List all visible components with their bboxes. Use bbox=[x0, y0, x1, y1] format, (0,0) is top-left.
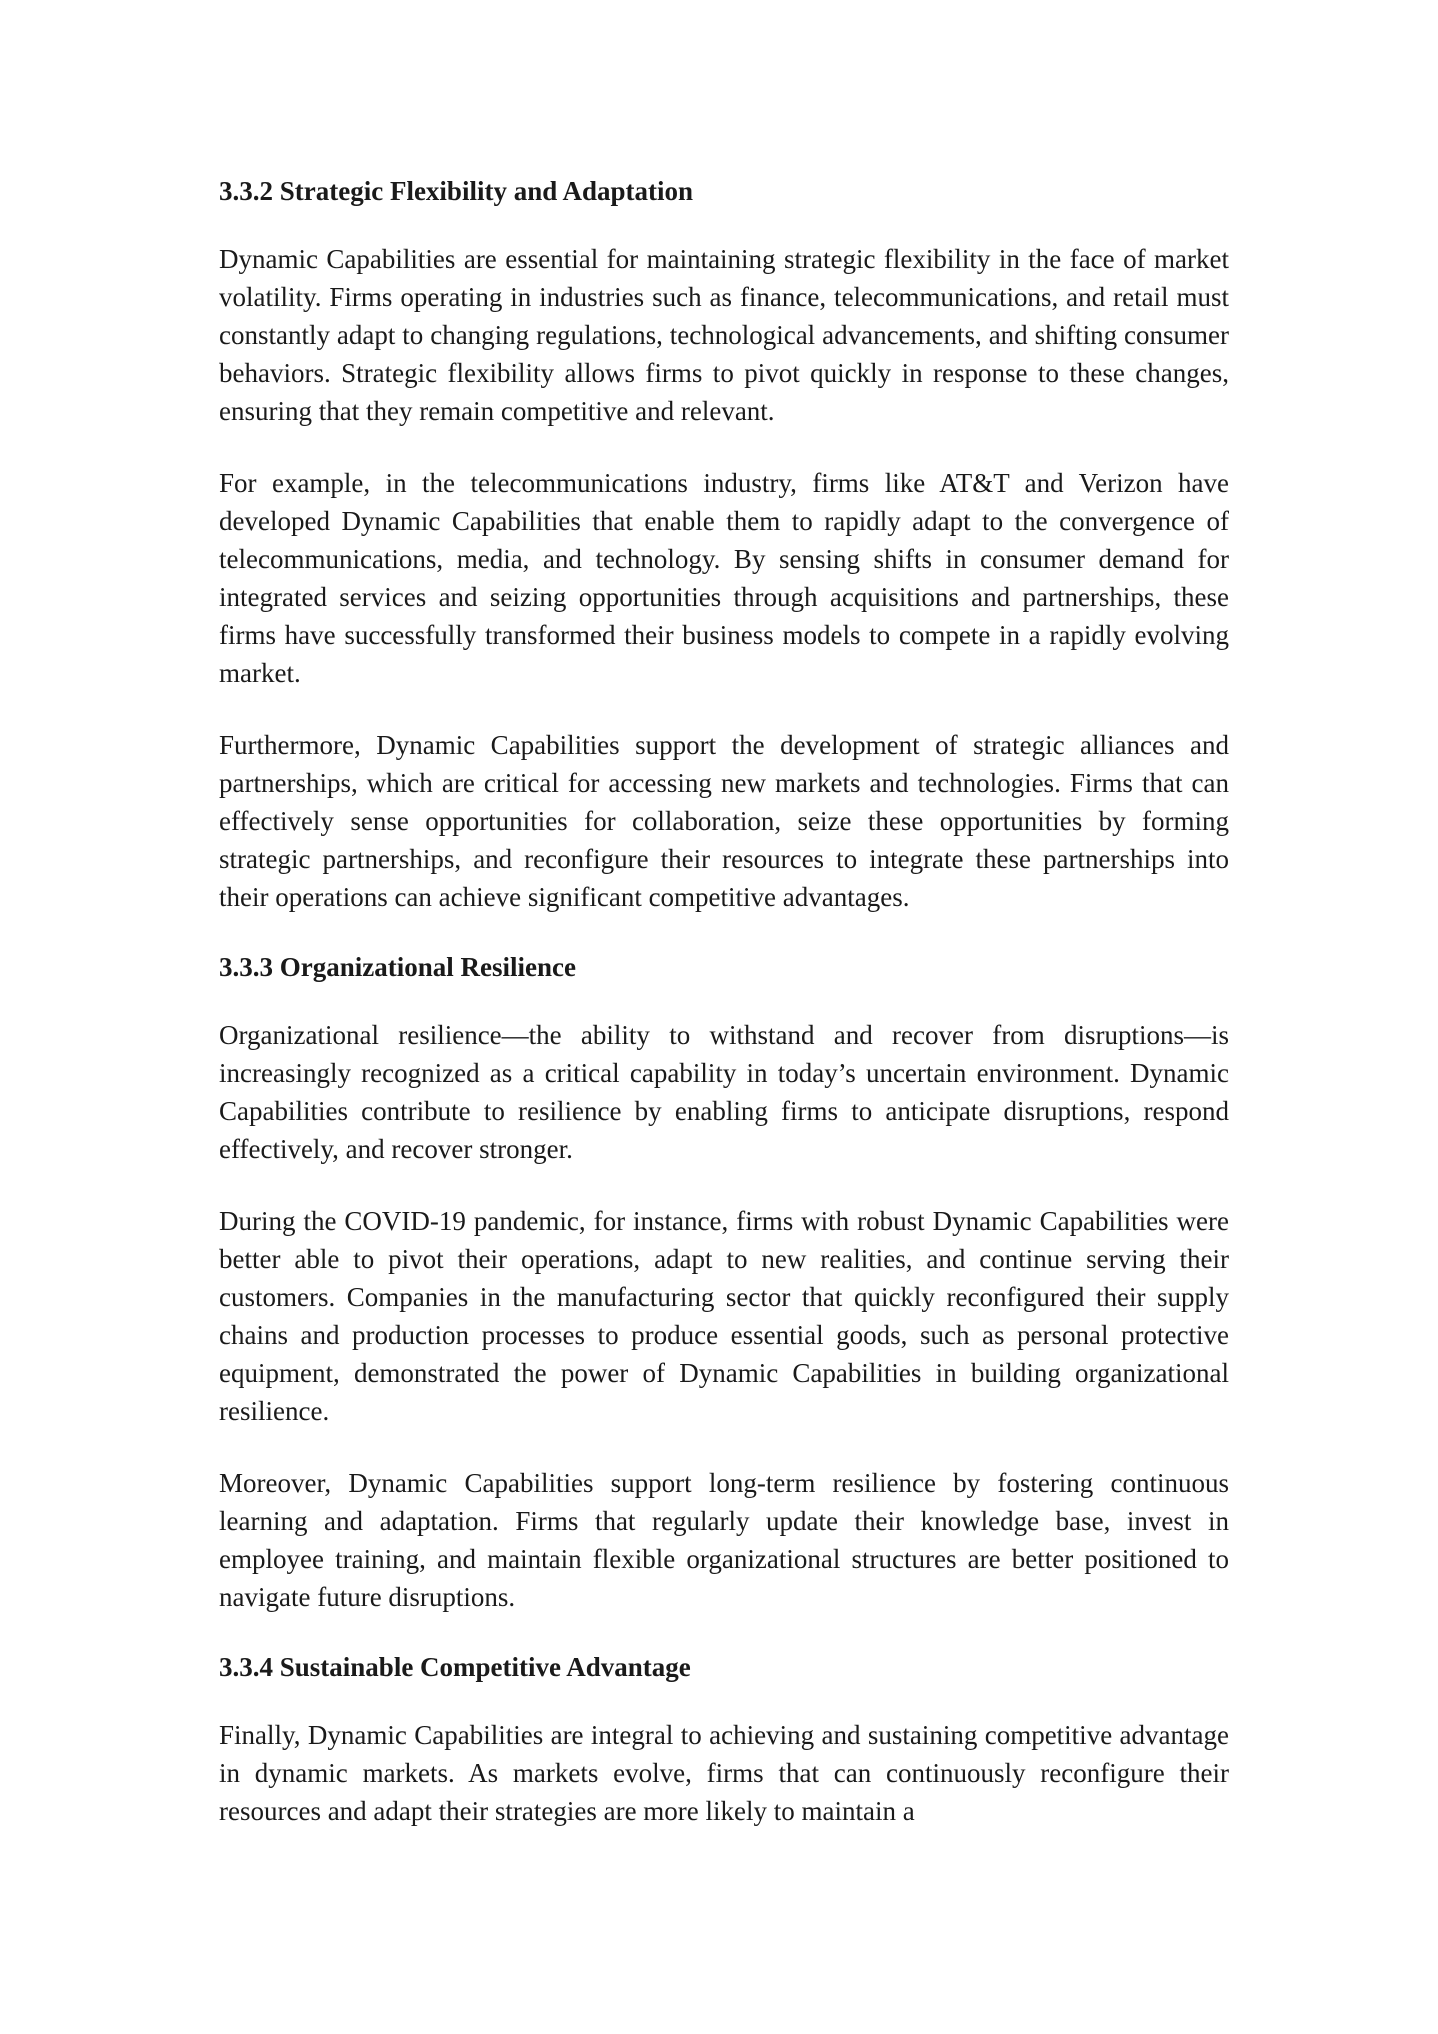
section-3-3-3 bbox=[219, 948, 1229, 1616]
paragraph: For example, in the telecommunications industry, firms like AT&T and Verizon have developed Dynamic Capabilities that enable them to rapidly adapt to the convergence of telecommunications, media, and technology. By sensing shifts in consumer demand for integrated services and seizing opportunities through acquisitions and partnerships, these firms have successfully transformed their business models to compete in a rapidly evolving market. bbox=[219, 468, 1229, 688]
section-3-3-4 bbox=[219, 1648, 1229, 1830]
paragraph: Finally, Dynamic Capabilities are integral to achieving and sustaining competitive advantage in dynamic markets. As markets evolve, firms that can continuously reconfigure their resources and adapt their strategies are more likely to maintain a bbox=[219, 1720, 1229, 1826]
section-heading: 3.3.2 Strategic Flexibility and Adaptation bbox=[219, 176, 694, 206]
section-3-3-2 bbox=[219, 172, 1229, 916]
paragraph: Organizational resilience—the ability to withstand and recover from disruptions—is increasingly recognized as a critical capability in today’s uncertain environment. Dynamic Capabilities contribute to resilience by enabling firms to anticipate disruptions, respond effectively, and recover stronger. bbox=[219, 1020, 1229, 1164]
paragraph: Furthermore, Dynamic Capabilities support the development of strategic alliances and partnerships, which are critical for accessing new markets and technologies. Firms that can effectively sense opportunities for collaboration, seize these opportunities by forming strategic partnerships, and reconfigure their resources to integrate these partnerships into their operations can achieve significant competitive advantages. bbox=[219, 730, 1229, 912]
section-heading: 3.3.4 Sustainable Competitive Advantage bbox=[219, 1652, 691, 1682]
paragraph: Moreover, Dynamic Capabilities support long-term resilience by fostering continuous learning and adaptation. Firms that regularly update their knowledge base, invest in employee training, and maintain flexible organizational structures are better positioned to navigate future disruptions. bbox=[219, 1468, 1229, 1612]
document-page bbox=[219, 172, 1229, 1864]
paragraph: During the COVID-19 pandemic, for instance, firms with robust Dynamic Capabilities were better able to pivot their operations, adapt to new realities, and continue serving their customers. Companies in the manufacturing sector that quickly reconfigured their supply chains and production processes to produce essential goods, such as personal protective equipment, demonstrated the power of Dynamic Capabilities in building organizational resilience. bbox=[219, 1206, 1229, 1426]
paragraph: Dynamic Capabilities are essential for maintaining strategic flexibility in the face of market volatility. Firms operating in industries such as finance, telecommunications, and retail must constantly adapt to changing regulations, technological advancements, and shifting consumer behaviors. Strategic flexibility allows firms to pivot quickly in response to these changes, ensuring that they remain competitive and relevant. bbox=[219, 244, 1229, 426]
section-heading: 3.3.3 Organizational Resilience bbox=[219, 952, 576, 982]
